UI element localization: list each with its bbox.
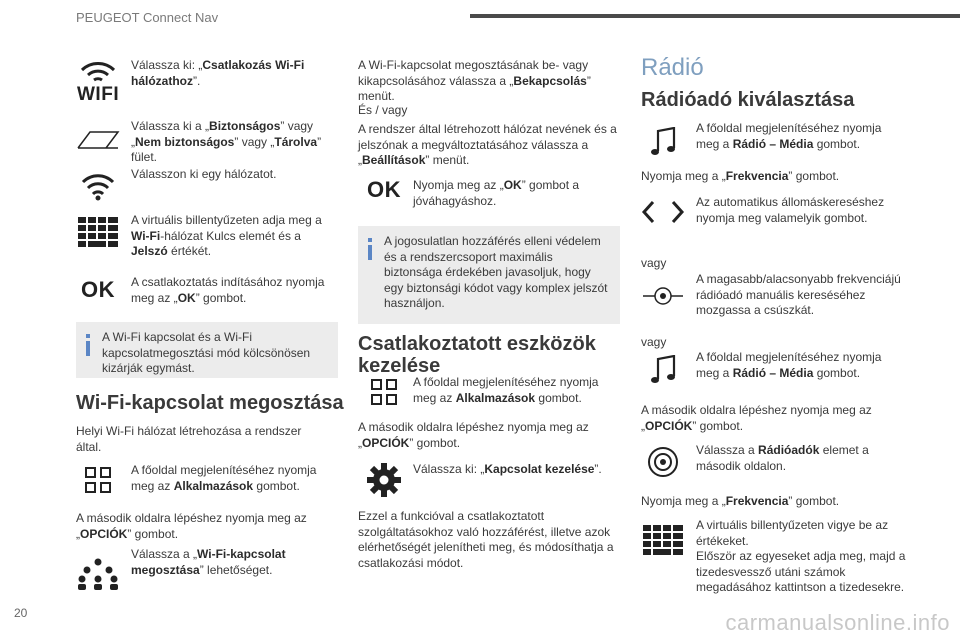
settings-gear-icon	[362, 460, 406, 500]
step-radio-media-2: A főoldal megjelenítéséhez nyomja meg a Rádió – Média gombot.	[696, 350, 882, 380]
wifi-icon-label: WIFI	[77, 84, 120, 105]
header-bar	[470, 14, 960, 18]
keyboard-icon	[76, 212, 120, 252]
radio-broadcast-icon	[641, 442, 685, 482]
ok-icon-2: OK	[367, 177, 401, 202]
slider-icon	[641, 276, 685, 316]
text-or-1: vagy	[641, 256, 667, 270]
heading-radio: Rádió	[641, 54, 704, 81]
para-local-wifi: Helyi Wi-Fi hálózat létrehozása a rendszer által.	[76, 424, 302, 454]
heading-station-select: Rádióadó kiválasztása	[641, 89, 855, 111]
text-or-2: vagy	[641, 335, 667, 349]
para-frequency-2: Nyomja meg a „Frekvencia” gombot.	[641, 494, 840, 508]
wifi-signal-icon	[76, 166, 120, 206]
music-note-icon	[641, 122, 685, 162]
heading-wifi-sharing: Wi-Fi-kapcsolat megosztása	[76, 392, 344, 414]
step-apps-home: A főoldal megjelenítéséhez nyomja meg az Alkalmazások gombot.	[131, 463, 317, 493]
step-apps-home-2: A főoldal megjelenítéséhez nyomja meg az Alkalmazások gombot.	[413, 375, 599, 405]
step-auto-search: Az automatikus állomáskereséshez nyomja meg valamelyik gombot.	[696, 195, 885, 225]
para-options-3: A második oldalra lépéshez nyomja meg az „OPCIÓK” gombot.	[641, 403, 872, 433]
info-icon-2	[366, 238, 374, 260]
info-box-wifi-exclusive: A Wi-Fi kapcsolat és a Wi-Fi kapcsolatmegosztási mód kölcsönösen kizárják egymást.	[76, 322, 338, 378]
step-radio-stations: Válassza a Rádióadók elemet a második oldalon.	[696, 443, 869, 473]
wifi-icon	[76, 58, 120, 106]
music-note-icon-2	[641, 350, 685, 390]
para-frequency: Nyomja meg a „Frekvencia” gombot.	[641, 169, 840, 183]
step-press-ok: A csatlakoztatás indításához nyomja meg az „OK” gombot.	[131, 275, 325, 305]
step-select-sharing: Válassza a „Wi-Fi-kapcsolat megosztása” lehetőséget.	[131, 547, 286, 577]
para-change-settings: A rendszer által létrehozott hálózat nevének és a jelszónak a megváltoztatásához válassza a „Beállítások” menüt.	[358, 122, 617, 167]
apps-icon-2	[362, 372, 406, 412]
step-manual-search: A magasabb/alacsonyabb frekvenciájú rádióadó manuális kereséséhez mozgassa a csúszkát.	[696, 272, 901, 317]
page-number: 20	[14, 606, 28, 620]
share-people-icon	[76, 554, 120, 594]
step-radio-media: A főoldal megjelenítéséhez nyomja meg a Rádió – Média gombot.	[696, 121, 882, 151]
step-connect-wifi: Válassza ki: „Csatlakozás Wi-Fi hálózathoz”.	[131, 58, 305, 88]
step-manage-connection: Válassza ki: „Kapcsolat kezelése”.	[413, 462, 602, 476]
arrows-left-right-icon	[641, 192, 685, 232]
step-enter-key: A virtuális billentyűzeten adja meg a Wi-Fi-hálózat Kulcs elemét és a Jelszó értékét.	[131, 213, 322, 258]
step-confirm-ok: Nyomja meg az „OK” gombot a jóváhagyáshoz.	[413, 178, 580, 208]
keyboard-icon-2	[641, 520, 685, 560]
info-box-security: A jogosulatlan hozzáférés elleni védelem és a rendszercsoport maximális biztonsága érdekében javasoljuk, hogy egy biztonsági kódot vagy komplex jelszót használjon.	[358, 226, 620, 324]
ok-icon: OK	[81, 277, 115, 302]
info-icon	[84, 334, 92, 356]
para-enable-sharing: A Wi-Fi-kapcsolat megosztásának be- vagy kikapcsolásához válassza a „Bekapcsolás” menüt.	[358, 58, 591, 103]
step-enter-frequency: A virtuális billentyűzeten vigye be az értékeket. Először az egyeseket adja meg, majd a tizedesvessző utáni számok megadásához kattintson a tizedesekre.	[696, 518, 906, 594]
tab-icon	[76, 120, 120, 160]
para-options: A második oldalra lépéshez nyomja meg az „OPCIÓK” gombot.	[76, 511, 307, 541]
para-function-desc: Ezzel a funkcióval a csatlakoztatott szolgáltatásokhoz való hozzáférést, illetve azok elérhetőségét jelenítheti meg, és módosíthatja a csatlakozási módot.	[358, 509, 614, 570]
para-and-or: És / vagy	[358, 103, 408, 117]
heading-connected-devices: Csatlakoztatott eszközök kezelése	[358, 333, 596, 377]
apps-icon	[76, 460, 120, 500]
para-options-2: A második oldalra lépéshez nyomja meg az „OPCIÓK” gombot.	[358, 420, 589, 450]
step-select-network: Válasszon ki egy hálózatot.	[131, 167, 277, 181]
header-title: PEUGEOT Connect Nav	[76, 10, 219, 25]
watermark: carmanualsonline.info	[725, 610, 950, 635]
step-select-tab: Válassza ki a „Biztonságos” vagy „Nem biztonságos” vagy „Tárolva” fület.	[131, 119, 322, 164]
